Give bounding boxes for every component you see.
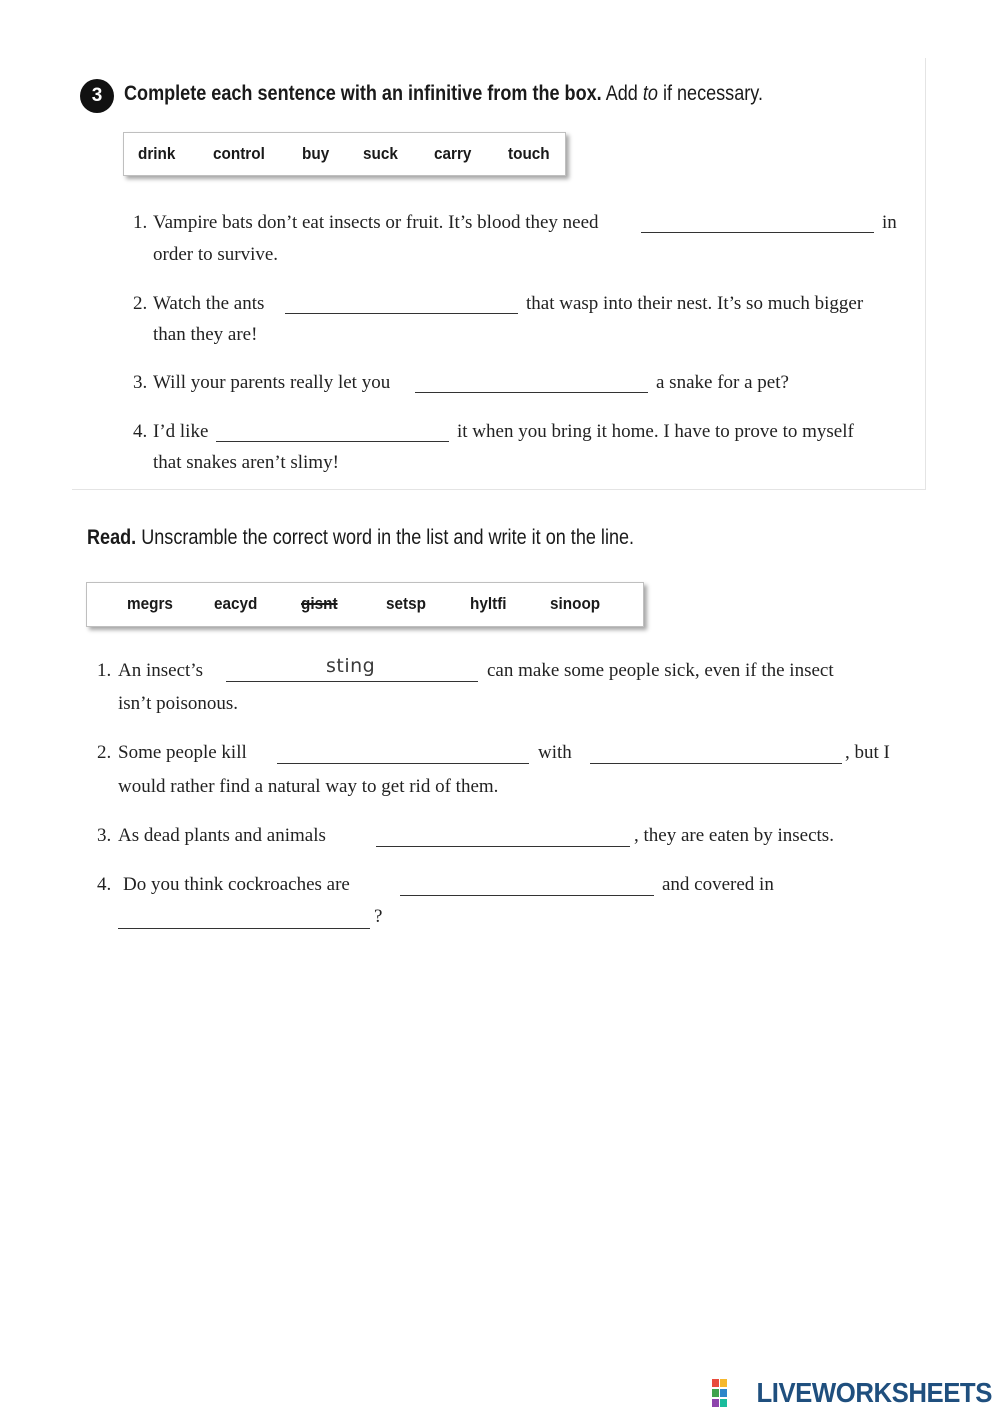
sentence-text: As dead plants and animals	[118, 825, 326, 846]
box-word: hyltfi	[470, 594, 507, 613]
answer-blank[interactable]	[285, 313, 518, 314]
sentence-number: 1.	[97, 660, 112, 681]
box-word: touch	[508, 144, 550, 163]
box-word: control	[213, 144, 265, 163]
sentence-text: with	[538, 742, 572, 763]
box-word: suck	[363, 144, 398, 163]
sentence-text: Watch the ants	[153, 293, 265, 314]
sentence-text: I’d like	[153, 421, 209, 442]
sentence-text: ?	[374, 906, 383, 927]
sentence-text: isn’t poisonous.	[118, 693, 239, 714]
sentence-number: 4.	[97, 874, 112, 895]
sentence-text: Do you think cockroaches are	[123, 874, 350, 895]
box-word: megrs	[127, 594, 173, 613]
instruction-pre: Add	[605, 82, 643, 105]
sentence-text: An insect’s	[118, 660, 203, 681]
exercise-3-instruction	[124, 82, 763, 106]
answer-blank[interactable]	[216, 441, 449, 442]
instruction-post: if necessary.	[657, 82, 763, 105]
box-word: carry	[434, 144, 472, 163]
box-word-struck: gisnt	[301, 594, 338, 613]
sentence-text: that wasp into their nest. It’s so much bigger	[526, 293, 864, 314]
sentence-text: , but I	[845, 742, 890, 763]
read-instruction-bold: Read.	[87, 526, 137, 549]
sentence-text: it when you bring it home. I have to prove to myself	[457, 421, 854, 442]
sentence-text: Vampire bats don’t eat insects or fruit. It’s blood they need	[153, 212, 599, 233]
box-word: drink	[138, 144, 176, 163]
sentence-number: 1.	[133, 212, 148, 233]
read-instruction-rest: Unscramble the correct word in the list and write it on the line.	[136, 526, 635, 549]
sentence-number: 4.	[133, 421, 148, 442]
read-instruction	[87, 526, 634, 550]
word-box-scrambled	[86, 582, 644, 627]
answer-blank[interactable]	[226, 681, 478, 682]
liveworksheets-logo	[712, 1377, 992, 1409]
instruction-italic: to	[642, 82, 658, 105]
filled-answer: sting	[326, 655, 376, 677]
sentence-text: than they are!	[153, 324, 258, 345]
sentence-text: order to survive.	[153, 244, 279, 265]
box-word: buy	[302, 144, 330, 163]
answer-blank[interactable]	[277, 763, 529, 764]
exercise-number-badge: 3	[80, 79, 114, 113]
answer-blank[interactable]	[590, 763, 842, 764]
box-word: sinoop	[550, 594, 601, 613]
sentence-text: a snake for a pet?	[656, 372, 789, 393]
answer-blank[interactable]	[415, 392, 648, 393]
sentence-number: 2.	[133, 293, 148, 314]
sentence-text: that snakes aren’t slimy!	[153, 452, 339, 473]
sentence-number: 3.	[97, 825, 112, 846]
sentence-text: and covered in	[662, 874, 774, 895]
liveworksheets-logo-icon	[712, 1379, 734, 1407]
sentence-text: , they are eaten by insects.	[634, 825, 834, 846]
instruction-bold: Complete each sentence with an infinitive from the box.	[124, 82, 602, 105]
box-word: eacyd	[214, 594, 258, 613]
answer-blank[interactable]	[641, 232, 874, 233]
sentence-text: Will your parents really let you	[153, 372, 391, 393]
sentence-text: can make some people sick, even if the insect	[487, 660, 834, 681]
answer-blank[interactable]	[400, 895, 654, 896]
box-word: setsp	[386, 594, 426, 613]
liveworksheets-logo-text: LIVEWORKSHEETS	[756, 1377, 992, 1408]
sentence-text: would rather find a natural way to get rid of them.	[118, 776, 499, 797]
sentence-number: 2.	[97, 742, 112, 763]
answer-blank[interactable]	[118, 928, 370, 929]
sentence-number: 3.	[133, 372, 148, 393]
answer-blank[interactable]	[376, 846, 630, 847]
word-box-infinitives	[123, 132, 566, 176]
sentence-text: in	[882, 212, 897, 233]
sentence-text: Some people kill	[118, 742, 247, 763]
